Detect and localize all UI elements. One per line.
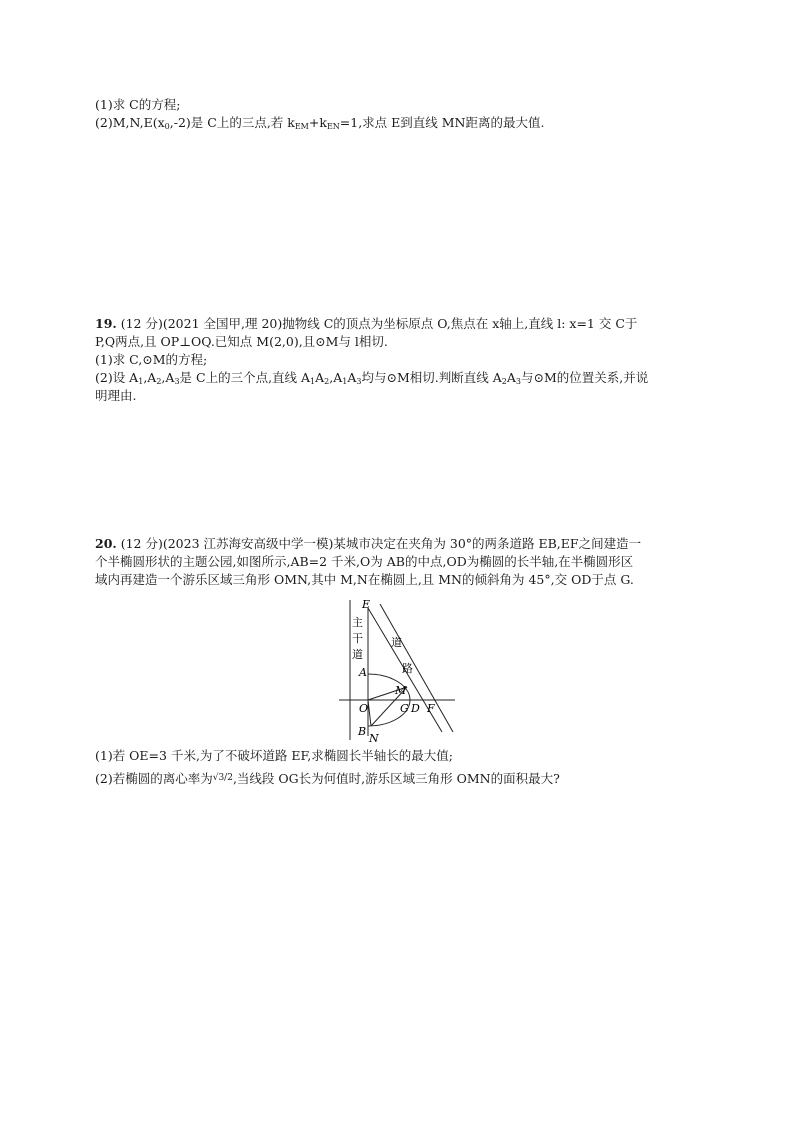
label-E: E	[362, 598, 371, 611]
label-D: D	[411, 702, 420, 715]
q19-part2: (2)设 $A_1,A_2,A_3$是 C上的三个点,直线 $A_1A_2,A_1A_3$均与⊙M相切.判断直线 $A_2A_3$与⊙M的位置关系,并说	[95, 370, 649, 386]
q20-line2: 个半椭圆形状的主题公园,如图所示,AB=2 千米,O为 AB的中点,OD为椭圆的长半轴,在半椭圆形区	[95, 554, 634, 569]
q20-line3: 域内再建造一个游乐区域三角形 OMN,其中 M,N在椭圆上,且 MN的倾斜角为 45°,交 OD于点 G.	[95, 572, 634, 587]
label-lu: 路	[402, 662, 413, 675]
q18-part1: (1)求 C的方程;	[95, 97, 181, 112]
q20-number: 20.	[95, 536, 117, 551]
label-B: B	[358, 725, 367, 738]
label-dao2: 道	[391, 636, 402, 649]
label-G: G	[400, 702, 409, 715]
label-N: N	[369, 732, 379, 744]
q19-part1: (1)求 C,⊙M的方程;	[95, 352, 208, 367]
q19-line2: P,Q两点,且 OP⊥OQ.已知点 M(2,0),且⊙M与 l相切.	[95, 334, 388, 349]
label-gan: 干	[352, 632, 363, 645]
label-zhu: 主	[352, 616, 363, 629]
q18-part2: $(2)M,N,E(x_0,-2)$是 C上的三点,若 $k_{EM}+k_{EN}=1$,求点 E到直线 MN距离的最大值.	[95, 115, 545, 131]
label-F: F	[427, 702, 435, 715]
label-O: O	[359, 702, 369, 715]
label-dao1: 道	[352, 648, 363, 661]
label-M: M	[395, 684, 407, 697]
q20-part2: (2)若椭圆的离心率为√3/2,当线段 OG长为何值时,游乐区域三角形 OMN的面积最大?	[95, 771, 560, 786]
q19-line-last: 明理由.	[95, 388, 137, 403]
fraction-sqrt3-over-2: √3/2	[212, 773, 233, 783]
q20-part1: (1)若 OE=3 千米,为了不破坏道路 EF,求椭圆长半轴长的最大值;	[95, 748, 453, 763]
q20-line1: 20. (12 分)(2023 江苏海安高级中学一模)某城市决定在夹角为 30°的两条道路 EB,EF之间建造一	[95, 536, 642, 551]
q19-line1: 19. (12 分)(2021 全国甲,理 20)抛物线 C的顶点为坐标原点 O,焦点在 x轴上,直线 l: x=1 交 C于	[95, 316, 638, 331]
q19-number: 19.	[95, 316, 117, 331]
road-ellipse-figure	[335, 594, 465, 744]
label-A: A	[359, 666, 367, 679]
